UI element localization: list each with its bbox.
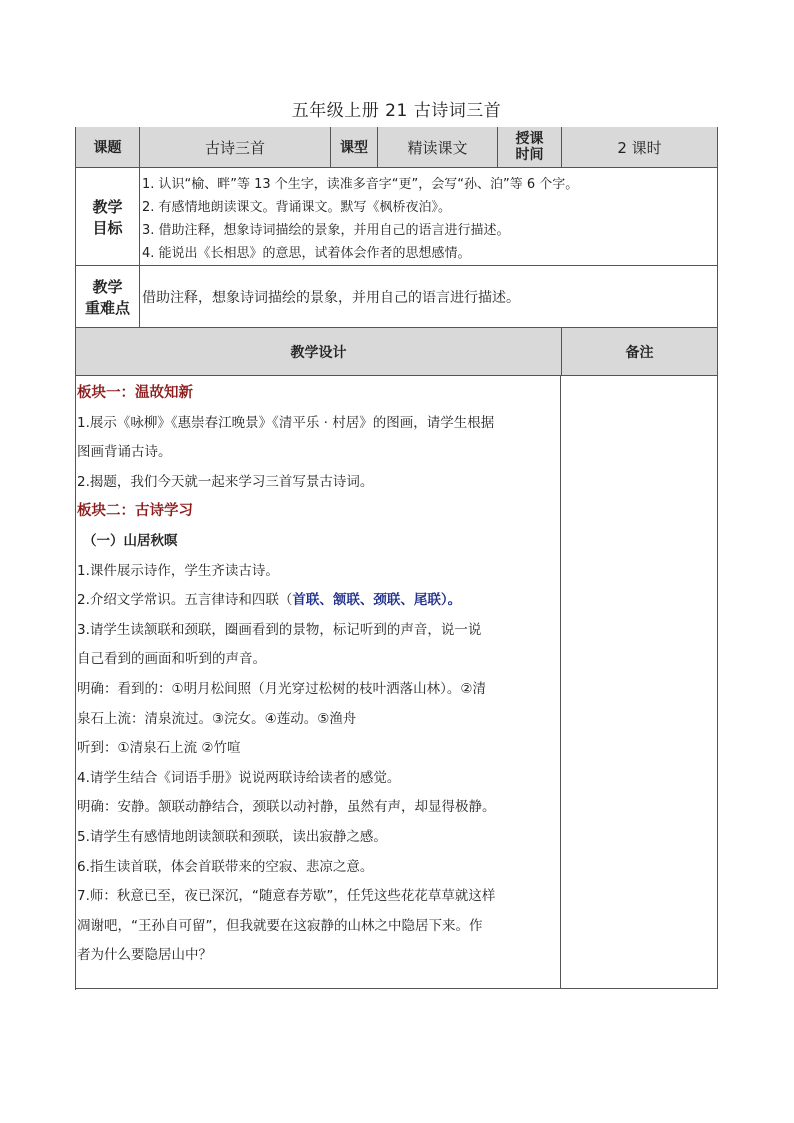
design-line: 自己看到的画面和听到的声音。 bbox=[77, 651, 266, 668]
design-line: 6.指生读首联，体会首联带来的空寂、悲凉之意。 bbox=[77, 858, 374, 875]
design-line: 2.揭题，我们今天就一起来学习三首写景古诗词。 bbox=[77, 473, 374, 490]
design-line: 2.介绍文学常识。五言律诗和四联（首联、颔联、颈联、尾联）。 bbox=[77, 592, 462, 609]
design-line: 泉石上流：清泉流过。③浣女。④莲动。⑤渔舟 bbox=[77, 710, 357, 727]
key-points-text: 借助注释，想象诗词描绘的景象，并用自己的语言进行描述。 bbox=[140, 266, 718, 328]
design-content bbox=[75, 376, 561, 989]
design-line: 7.师：秋意已至，夜已深沉，“随意春芳歇”，任凭这些花花草草就这样 bbox=[77, 888, 496, 905]
design-line: 凋谢吧，“王孙自可留”，但我就要在这寂静的山林之中隐居下来。作 bbox=[77, 917, 483, 934]
design-line: 4.请学生结合《词语手册》说说两联诗给读者的感觉。 bbox=[77, 769, 401, 786]
couplet-names: 首联、颔联、颈联、尾联 bbox=[292, 592, 441, 609]
section-title: （一）山居秋暝 bbox=[83, 532, 178, 549]
remark-column bbox=[561, 376, 718, 989]
topic-label: 课题 bbox=[76, 127, 140, 168]
hours-label: 授课 时间 bbox=[498, 127, 562, 168]
goals-label: 教学 目标 bbox=[76, 168, 140, 266]
remark-header: 备注 bbox=[562, 328, 718, 376]
design-line: 者为什么要隐居山中？ bbox=[77, 947, 212, 964]
goals-list bbox=[140, 168, 718, 266]
key-points-label: 教学 重难点 bbox=[76, 266, 140, 328]
type-value: 精读课文 bbox=[378, 127, 498, 168]
block1-title: 板块一：温故知新 bbox=[77, 385, 193, 401]
hours-value: 2 课时 bbox=[562, 127, 718, 168]
goal-item: 4. 能说出《长相思》的意思，试着体会作者的思想感情。 bbox=[142, 246, 471, 261]
design-header: 教学设计 bbox=[76, 328, 562, 376]
design-line: 听到：①清泉石上流 ②竹喧 bbox=[77, 740, 241, 757]
design-line: 1.课件展示诗作，学生齐读古诗。 bbox=[77, 562, 279, 579]
design-line: 明确：安静。颔联动静结合，颈联以动衬静，虽然有声，却显得极静。 bbox=[77, 799, 496, 816]
topic-value: 古诗三首 bbox=[140, 127, 331, 168]
design-line: 3.请学生读颔联和颈联，圈画看到的景物，标记听到的声音，说一说 bbox=[77, 621, 482, 638]
design-line: 明确：看到的：①明月松间照（月光穿过松树的枝叶洒落山林）。②清 bbox=[77, 680, 486, 697]
design-line: 图画背诵古诗。 bbox=[77, 444, 172, 461]
goal-item: 3. 借助注释，想象诗词描绘的景象，并用自己的语言进行描述。 bbox=[142, 223, 510, 238]
type-label: 课型 bbox=[331, 127, 378, 168]
block2-title: 板块二：古诗学习 bbox=[77, 503, 193, 520]
design-line: 5.请学生有感情地朗读颔联和颈联，读出寂静之感。 bbox=[77, 828, 387, 845]
design-line: 1.展示《咏柳》《惠崇春江晚景》《清平乐 · 村居》的图画，请学生根据 bbox=[77, 414, 495, 431]
document-title: 五年级上册 21 古诗词三首 bbox=[291, 101, 502, 121]
goal-item: 1. 认识“榆、畔”等 13 个生字，读准多音字“更”，会写“孙、泊”等 6 个字。 bbox=[142, 177, 579, 192]
goal-item: 2. 有感情地朗读课文。背诵课文。默写《枫桥夜泊》。 bbox=[142, 200, 452, 215]
